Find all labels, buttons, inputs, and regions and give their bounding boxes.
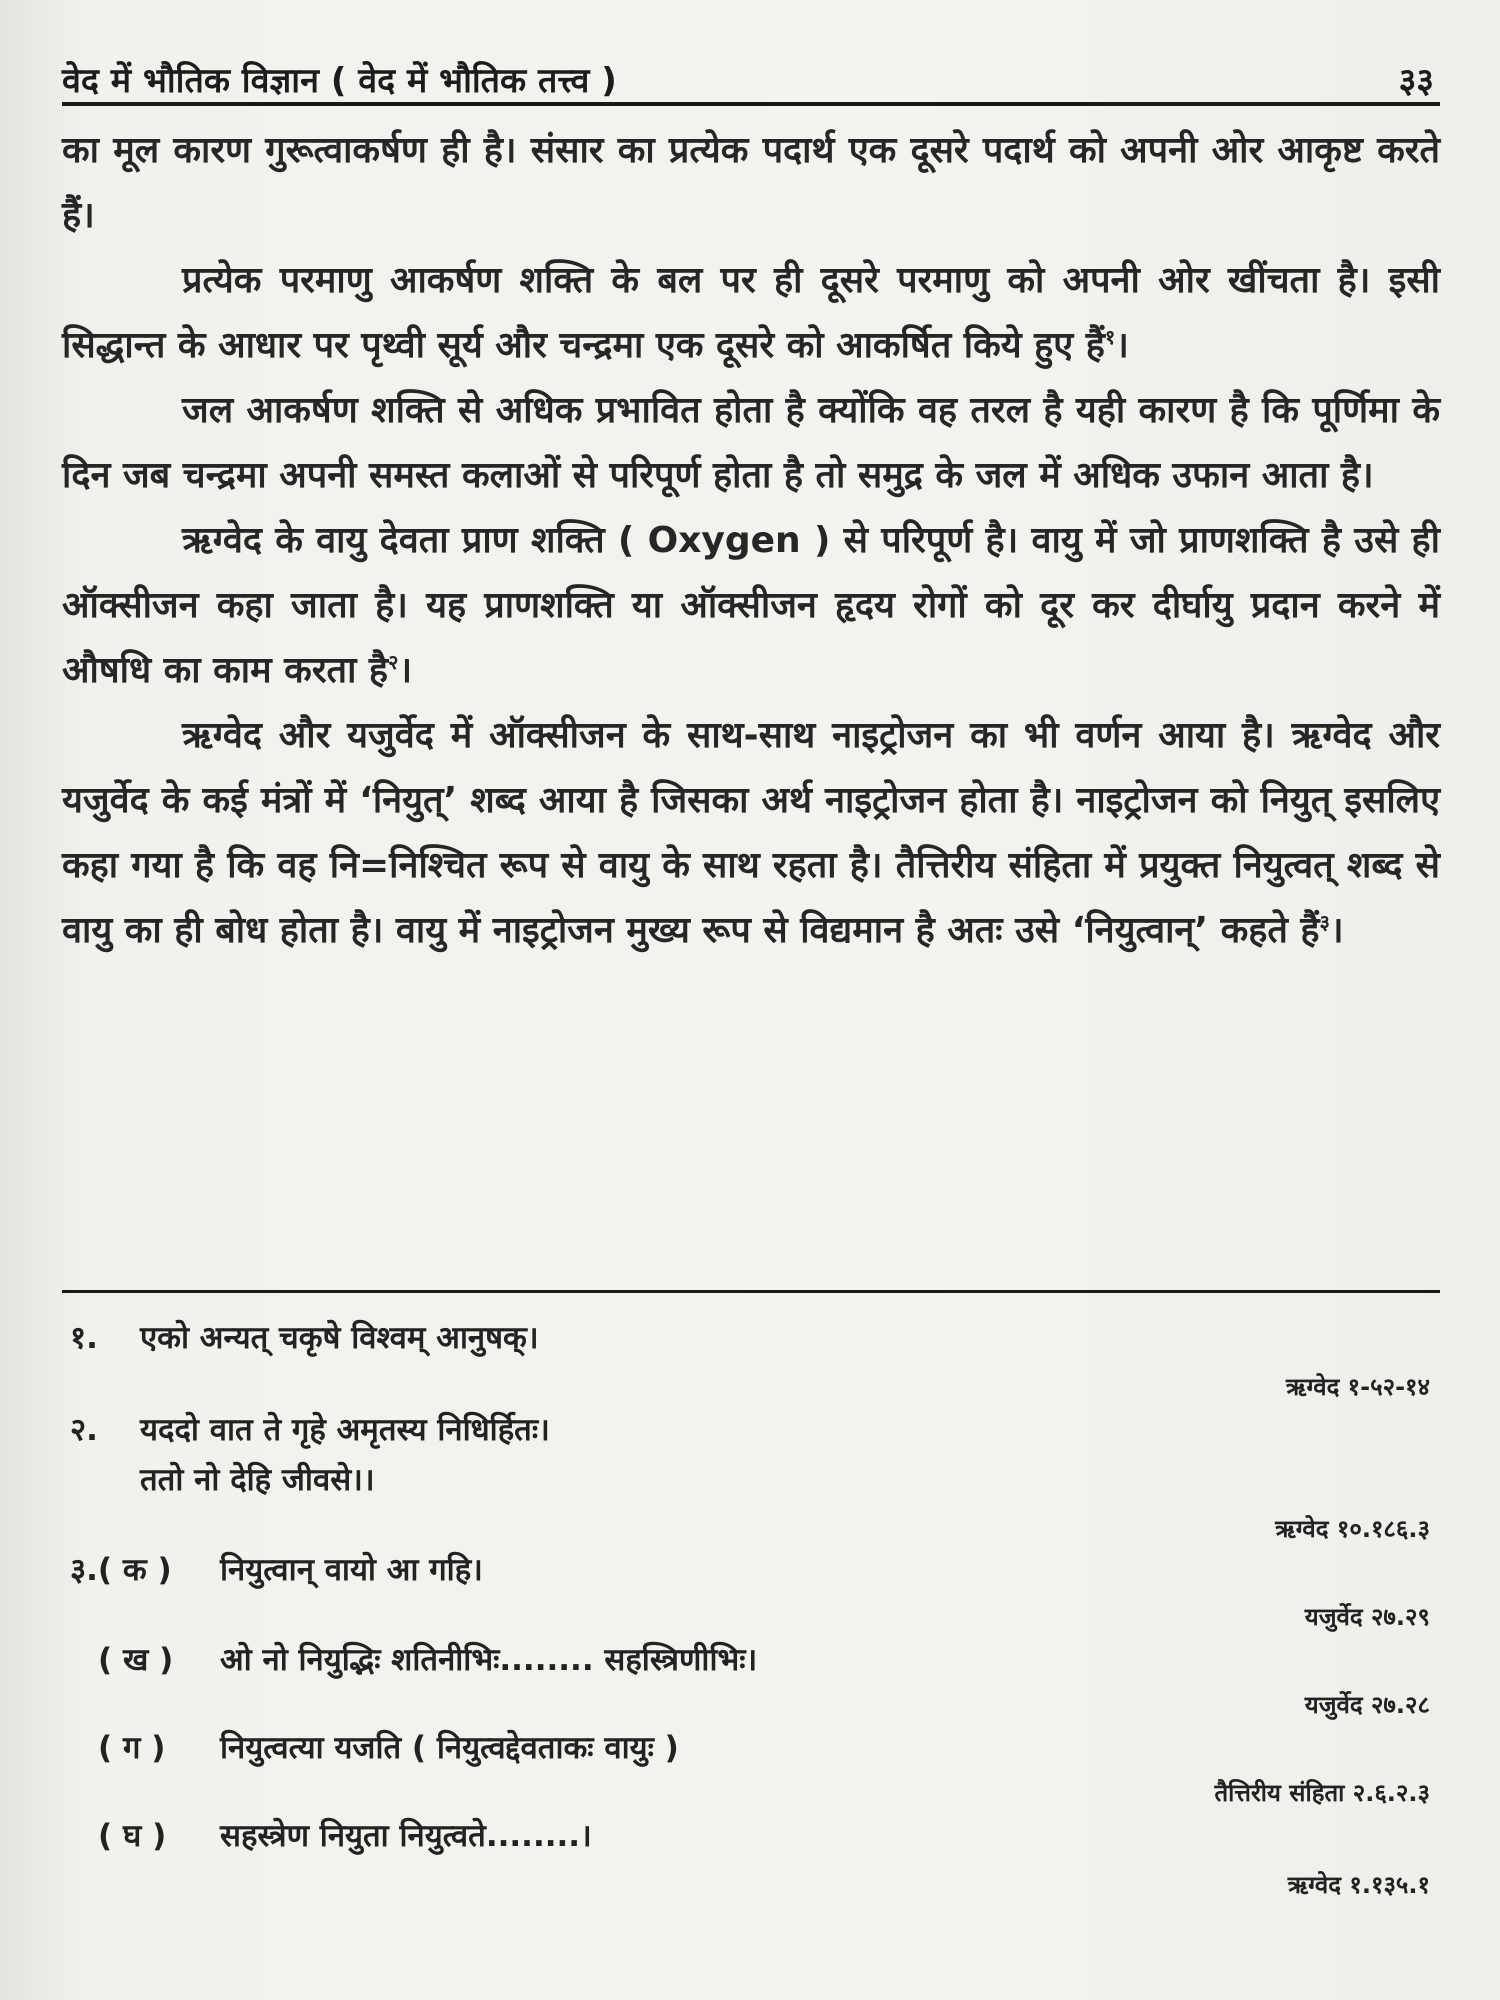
footnote-3a-reference: यजुर्वेद २७.२९ — [1304, 1603, 1430, 1631]
footnote-marker: १ — [1104, 325, 1116, 349]
footnote-2-label: २. — [70, 1412, 98, 1448]
footnote-3b-label: ( ख ) — [98, 1642, 174, 1678]
paragraph-2: प्रत्येक परमाणु आकर्षण शक्ति के बल पर ही दूसरे परमाणु को अपनी ओर खींचता है। इसी सिद्धान्त के आधार पर पृथ्वी सूर्य और चन्द्रमा एक दूसरे को आकर्षित किये हुए हैं$^१$। — [62, 260, 1440, 366]
footnote-3c-label: ( ग ) — [98, 1730, 166, 1766]
paragraph-1: का मूल कारण गुरूत्वाकर्षण ही है। संसार का प्रत्येक पदार्थ एक दूसरे पदार्थ को अपनी ओर आकृष्ट करते हैं। — [62, 130, 1441, 236]
body-text — [62, 118, 1440, 963]
footnote-3b-reference: यजुर्वेद २७.२८ — [1304, 1691, 1430, 1719]
paragraph-4: ऋग्वेद के वायु देवता प्राण शक्ति ( Oxygen ) से परिपूर्ण है। वायु में जो प्राणशक्ति है उसे ही ऑक्सीजन कहा जाता है। यह प्राणशक्ति या ऑक्सीजन हृदय रोगों को दूर कर दीर्घायु प्रदान करने में औषधि का काम करता है$^२$। — [62, 520, 1440, 691]
footnote-3b-text: ओ नो नियुद्भिः शतिनीभिः........ सहस्त्रिणीभिः। — [220, 1642, 758, 1678]
footnote-3c-reference: तैत्तिरीय संहिता २.६.२.३ — [1214, 1779, 1430, 1807]
footnote-marker: २ — [388, 650, 399, 674]
page-number: ३३ — [1398, 61, 1434, 101]
footnote-3d-reference: ऋग्वेद १.१३५.१ — [1287, 1871, 1430, 1899]
footnote-2-text-line1: यददो वात ते गृहे अमृतस्य निधिर्हितः। — [140, 1412, 550, 1448]
paragraph-5: ऋग्वेद और यजुर्वेद में ऑक्सीजन के साथ-साथ नाइट्रोजन का भी वर्णन आया है। ऋग्वेद और यजुर्वेद के कई मंत्रों में ‘नियुत्’ शब्द आया है जिसका अर्थ नाइट्रोजन होता है। नाइट्रोजन को नियुत् इसलिए कहा गया है कि वह नि=निश्चित रूप से वायु के साथ रहता है। तैत्तिरीय संहिता में प्रयुक्त नियुत्वत् शब्द से वायु का ही बोध होता है। वायु में नाइट्रोजन मुख्य रूप से विद्यमान है अतः उसे ‘नियुत्वान्’ कहते हैं$^३$। — [62, 715, 1440, 951]
paragraph-3: जल आकर्षण शक्ति से अधिक प्रभावित होता है क्योंकि वह तरल है यही कारण है कि पूर्णिमा के दिन जब चन्द्रमा अपनी समस्त कलाओं से परिपूर्ण होता है तो समुद्र के जल में अधिक उफान आता है। — [62, 390, 1440, 496]
footnote-3d-text: सहस्त्रेण नियुता नियुत्वते........। — [220, 1818, 592, 1854]
footnote-3a-label: ३.( क ) — [70, 1552, 172, 1588]
running-title: वेद में भौतिक विज्ञान ( वेद में भौतिक तत्त्व ) — [62, 61, 617, 101]
footnote-1-label: १. — [70, 1320, 98, 1356]
footnote-2-text-line2: ततो नो देहि जीवसे।। — [140, 1462, 375, 1498]
running-header — [62, 50, 1440, 106]
footnote-2-reference: ऋग्वेद १०.१८६.३ — [1275, 1515, 1430, 1543]
footnote-1-reference: ऋग्वेद १-५२-१४ — [1286, 1373, 1430, 1401]
footnote-marker: ३ — [1319, 910, 1330, 934]
footnote-divider — [62, 1290, 1440, 1293]
footnote-3d-label: ( घ ) — [98, 1818, 167, 1854]
footnote-3c-text: नियुत्वत्या यजति ( नियुत्वद्देवताकः वायुः ) — [220, 1730, 679, 1766]
footnote-3a-text: नियुत्वान् वायो आ गहि। — [220, 1552, 483, 1588]
footnote-1-text: एको अन्यत् चकृषे विश्वम् आनुषक्। — [140, 1320, 539, 1356]
